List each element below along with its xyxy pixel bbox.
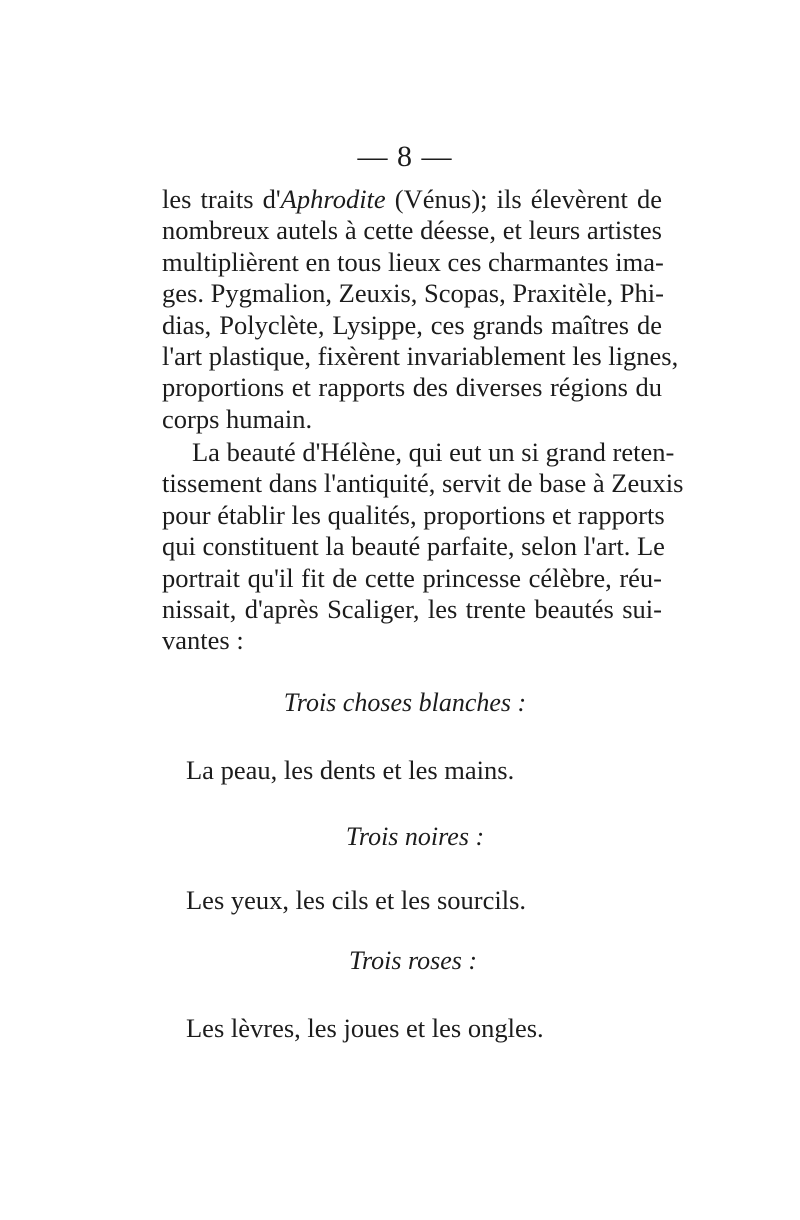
page-number: — 8 — <box>357 140 453 173</box>
paragraph-1 <box>162 184 679 435</box>
paragraph-line: dias, Polyclète, Lysippe, ces grands maîtres de <box>162 309 662 340</box>
paragraph-line: les traits d'Aphrodite (Vénus); ils élevèrent de <box>162 184 662 214</box>
paragraph-line: l'art plastique, fixèrent invariablement les lignes, <box>162 341 679 372</box>
section-item: La peau, les dents et les mains. <box>186 755 515 785</box>
section-heading: Trois noires : <box>345 822 485 851</box>
italic-word: Aphrodite <box>280 184 386 214</box>
paragraph-line: multiplièrent en tous lieux ces charmantes ima- <box>162 246 664 277</box>
paragraph-line: nissait, d'après Scaliger, les trente beautés sui- <box>162 594 662 625</box>
paragraph-line: qui constituent la beauté parfaite, selon l'art. Le <box>162 531 665 562</box>
paragraph-line: La beauté d'Hélène, qui eut un si grand reten- <box>192 437 675 467</box>
paragraph-2 <box>162 437 684 657</box>
paragraph-line: pour établir les qualités, proportions et rapports <box>162 499 665 530</box>
section-item: Les lèvres, les joues et les ongles. <box>186 1013 544 1043</box>
paragraph-line: tissement dans l'antiquité, servit de base à Zeuxis <box>162 468 684 499</box>
paragraph-line: vantes : <box>162 625 244 656</box>
paragraph-line: proportions et rapports des diverses régions du <box>162 372 662 403</box>
paragraph-line: ges. Pygmalion, Zeuxis, Scopas, Praxitèle, Phi- <box>162 278 664 309</box>
paragraph-line: nombreux autels à cette déesse, et leurs artistes <box>162 215 662 246</box>
section-item: Les yeux, les cils et les sourcils. <box>186 885 527 915</box>
section-heading: Trois roses : <box>348 946 478 975</box>
paragraph-line: portrait qu'il fit de cette princesse célèbre, réu- <box>162 562 662 593</box>
section-heading: Trois choses blanches : <box>283 688 527 717</box>
paragraph-line: corps humain. <box>162 403 313 434</box>
